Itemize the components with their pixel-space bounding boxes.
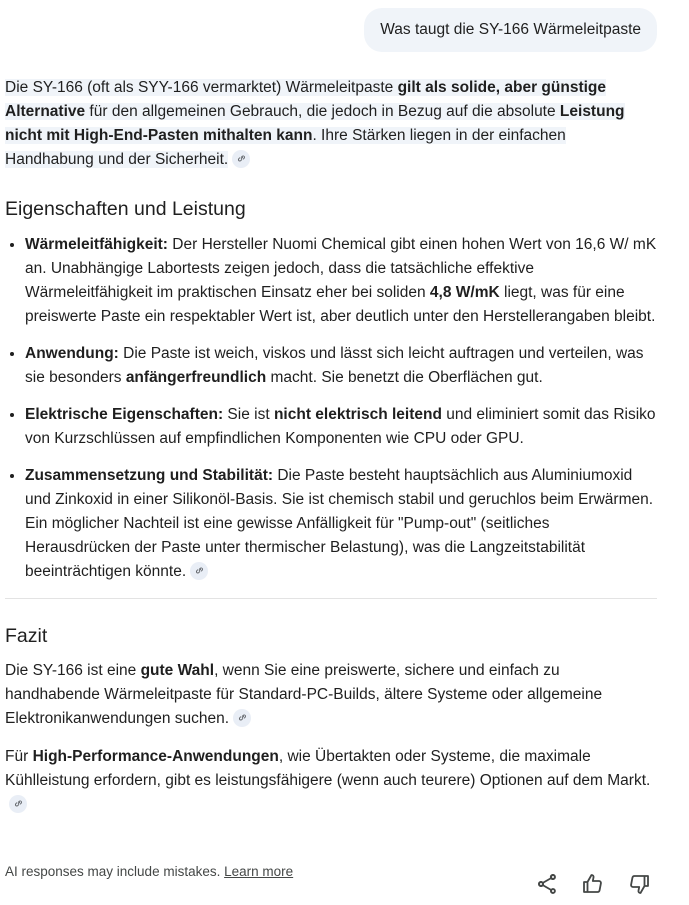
list-item-bold: 4,8 W/mK (429, 284, 500, 301)
properties-list (5, 232, 657, 584)
paragraph-text: Die SY-166 ist eine (5, 662, 141, 679)
thumbs-down-icon[interactable] (627, 872, 651, 896)
citation-link-icon[interactable] (232, 150, 250, 168)
list-item (25, 402, 657, 451)
response-actions (535, 872, 651, 896)
paragraph-text: Für (5, 748, 33, 765)
user-query-text: Was taugt die SY-166 Wärmeleitpaste (380, 21, 641, 38)
learn-more-link[interactable]: Learn more (224, 864, 294, 879)
intro-highlight (5, 79, 625, 168)
citation-link-icon[interactable] (233, 709, 251, 727)
list-item-label: Wärmeleitfähigkeit: (25, 236, 168, 253)
list-item-text: macht. Sie benetzt die Oberflächen gut. (266, 369, 543, 386)
intro-text-2: für den allgemeinen Gebrauch, die jedoch in Bezug auf die absolute (85, 103, 560, 120)
list-item (25, 232, 657, 329)
paragraph-bold: High-Performance-Anwendungen (32, 748, 279, 765)
list-item-text: liegt, was für eine preiswerte Paste ein respektabler Wert ist, aber deutlich unter den Herstellerangaben bleibt. (25, 284, 656, 325)
list-item (25, 463, 657, 584)
list-item (25, 341, 657, 390)
list-item-label: Elektrische Eigenschaften: (25, 406, 224, 423)
user-query-bubble (364, 8, 657, 52)
list-item-label: Zusammensetzung und Stabilität: (25, 467, 274, 484)
citation-link-icon[interactable] (190, 562, 208, 580)
list-item-text: Der Hersteller Nuomi Chemical gibt einen hohen Wert von 16,6 W/ mK an. Unabhängige Labortests zeigen jedoch, dass die tatsächliche effektive Wärmeleitfähigkeit im praktischen Einsatz eher bei soliden (25, 236, 657, 301)
list-item-text: Sie ist (223, 406, 274, 423)
paragraph-text: , wenn Sie eine preiswerte, sichere und einfach zu handhabende Wärmeleitpaste für Standard-PC-Builds, ältere Systeme oder allgemeine Elektronikanwendungen suchen. (5, 662, 603, 727)
paragraph-bold: gute Wahl (140, 662, 215, 679)
share-icon[interactable] (535, 872, 559, 896)
list-item-bold: anfängerfreundlich (125, 369, 267, 386)
list-item-label: Anwendung: (25, 345, 119, 362)
list-item-text: Die Paste ist weich, viskos und lässt sich leicht auftragen und verteilen, was sie besonders (25, 345, 644, 386)
ai-disclaimer (5, 862, 293, 882)
intro-bold-2: Leistung nicht mit High-End-Pasten mithalten kann (5, 103, 625, 144)
citation-link-icon[interactable] (9, 795, 27, 813)
list-item-text: Die Paste besteht hauptsächlich aus Aluminiumoxid und Zinkoxid in einer Silikonöl-Basis. Sie ist chemisch stabil und geruchlos beim Erwärmen. Ein möglicher Nachteil ist eine gewisse Anfälligkeit für "Pump-out" (seitliches Herausdrücken der Paste unter thermischer Belastung), was die Langzeitstabilität beeinträchtigen könnte. (25, 467, 654, 580)
intro-bold-1: gilt als solide, aber günstige Alternative (5, 79, 606, 120)
intro-paragraph (5, 76, 657, 172)
section-divider (5, 598, 657, 599)
list-item-bold: nicht elektrisch leitend (273, 406, 442, 423)
intro-text-1: Die SY-166 (oft als SYY-166 vermarktet) Wärmeleitpaste (5, 79, 398, 96)
section-heading-conclusion: Fazit (5, 625, 48, 647)
intro-text-3: . Ihre Stärken liegen in der einfachen Handhabung und der Sicherheit. (5, 127, 566, 168)
response-body (5, 76, 657, 831)
conclusion-paragraph-1 (5, 659, 657, 731)
paragraph-text: , wie Übertakten oder Systeme, die maximale Kühlleistung erfordern, gibt es leistungsfähigere (wenn auch teurere) Optionen auf dem Markt. (5, 748, 651, 789)
list-item-text: und eliminiert somit das Risiko von Kurzschlüssen auf empfindlichen Komponenten wie CPU oder GPU. (25, 406, 656, 447)
disclaimer-text: AI responses may include mistakes. (5, 864, 221, 879)
section-heading-properties: Eigenschaften und Leistung (5, 198, 246, 220)
conclusion-paragraph-2 (5, 745, 657, 817)
thumbs-up-icon[interactable] (581, 872, 605, 896)
